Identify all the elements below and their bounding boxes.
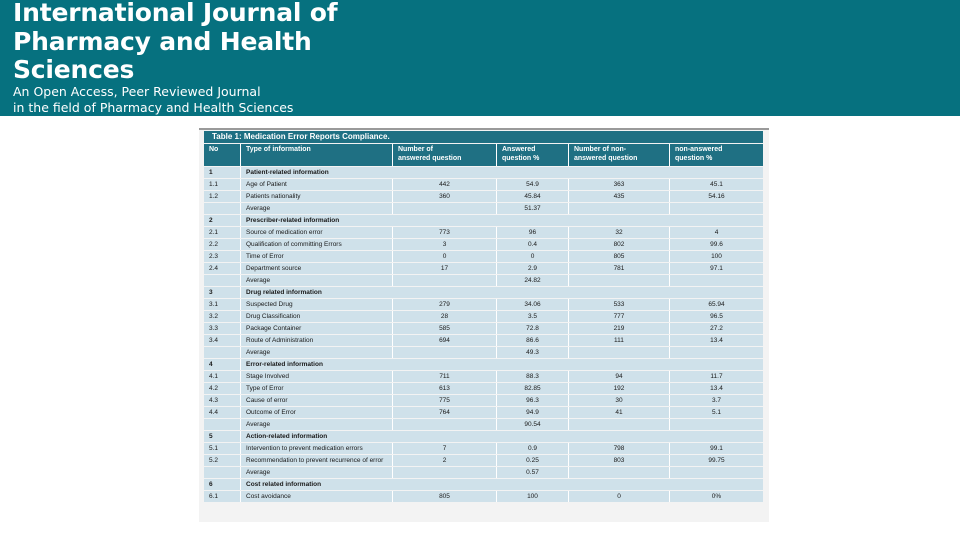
table-row: [204, 299, 763, 310]
table-cell-non-answered: [568, 419, 669, 430]
table-cell-type: Patient-related information: [240, 167, 392, 178]
table-cell-answered: 3: [392, 239, 496, 250]
table-cell-type: Cause of error: [240, 395, 392, 406]
table-cell-no: [204, 275, 240, 286]
table-cell-answered-pct: 45.84: [496, 191, 568, 202]
table-cell-non-answered: 781: [568, 263, 669, 274]
table-cell-no: 3.4: [204, 335, 240, 346]
table-row: [204, 227, 763, 238]
table-cell-answered-pct: 94.9: [496, 407, 568, 418]
table-cell-non-answered-pct: 5.1: [669, 407, 763, 418]
table-cell-no: 2.1: [204, 227, 240, 238]
table-body: [204, 167, 763, 502]
table-section-row: [204, 479, 763, 490]
table-cell-type: Package Container: [240, 323, 392, 334]
table-cell-non-answered-pct: 0%: [669, 491, 763, 502]
table-average-row: [204, 347, 763, 358]
table-cell-non-answered-pct: 97.1: [669, 263, 763, 274]
table-cell-answered-pct: 0.25: [496, 455, 568, 466]
journal-title-line: Pharmacy and Health: [13, 26, 312, 56]
table-cell-non-answered: [568, 275, 669, 286]
table-cell-no: 2.3: [204, 251, 240, 262]
table-section-row: [204, 215, 763, 226]
table-row: [204, 407, 763, 418]
table-cell-non-answered: 363: [568, 179, 669, 190]
compliance-table: [204, 143, 763, 503]
table-cell-type: Department source: [240, 263, 392, 274]
table-cell-non-answered-pct: [669, 215, 763, 226]
table-section-row: [204, 359, 763, 370]
table-cell-answered-pct: [496, 215, 568, 226]
table-cell-type: Drug related information: [240, 287, 392, 298]
table-cell-answered: 0: [392, 251, 496, 262]
table-cell-no: 3.3: [204, 323, 240, 334]
table-average-row: [204, 275, 763, 286]
table-cell-no: 6.1: [204, 491, 240, 502]
table-cell-no: 4: [204, 359, 240, 370]
table-section-row: [204, 287, 763, 298]
table-cell-answered: 360: [392, 191, 496, 202]
table-cell-type: Outcome of Error: [240, 407, 392, 418]
table-row: [204, 491, 763, 502]
table-cell-answered-pct: 90.54: [496, 419, 568, 430]
table-cell-non-answered-pct: 27.2: [669, 323, 763, 334]
table-cell-answered: 694: [392, 335, 496, 346]
table-cell-type: Stage Involved: [240, 371, 392, 382]
table-cell-non-answered: 805: [568, 251, 669, 262]
table-cell-non-answered-pct: 96.5: [669, 311, 763, 322]
table-cell-non-answered: 803: [568, 455, 669, 466]
table-cell-non-answered: [568, 167, 669, 178]
table-cell-non-answered-pct: 99.1: [669, 443, 763, 454]
table-cell-non-answered: 435: [568, 191, 669, 202]
column-header-non-answered: Number of non- answered question: [568, 144, 669, 166]
table-cell-answered: 7: [392, 443, 496, 454]
table-cell-non-answered-pct: [669, 467, 763, 478]
table-cell-non-answered-pct: 11.7: [669, 371, 763, 382]
table-cell-answered-pct: 86.6: [496, 335, 568, 346]
table-cell-non-answered: [568, 359, 669, 370]
table-cell-answered: [392, 215, 496, 226]
table-cell-type: Action-related information: [240, 431, 392, 442]
journal-banner: [0, 0, 960, 116]
table-cell-non-answered-pct: 13.4: [669, 383, 763, 394]
table-cell-answered-pct: [496, 359, 568, 370]
table-cell-non-answered-pct: 3.7: [669, 395, 763, 406]
table-row: [204, 383, 763, 394]
table-cell-non-answered: 192: [568, 383, 669, 394]
table-cell-no: 2: [204, 215, 240, 226]
table-cell-non-answered-pct: 4: [669, 227, 763, 238]
table-cell-no: 5: [204, 431, 240, 442]
table-cell-answered-pct: 100: [496, 491, 568, 502]
table-cell-answered-pct: 49.3: [496, 347, 568, 358]
table-cell-non-answered-pct: [669, 203, 763, 214]
table-cell-answered: [392, 479, 496, 490]
journal-title: [13, 0, 337, 85]
table-cell-answered-pct: 0.57: [496, 467, 568, 478]
table-cell-non-answered-pct: 65.94: [669, 299, 763, 310]
table-row: [204, 263, 763, 274]
table-cell-non-answered: [568, 431, 669, 442]
table-cell-non-answered-pct: [669, 287, 763, 298]
table-row: [204, 191, 763, 202]
table-cell-answered: 773: [392, 227, 496, 238]
table-cell-answered: 585: [392, 323, 496, 334]
table-cell-type: Average: [240, 419, 392, 430]
table-row: [204, 335, 763, 346]
table-cell-answered-pct: 96: [496, 227, 568, 238]
table-cell-no: 2.4: [204, 263, 240, 274]
table-cell-answered: 2: [392, 455, 496, 466]
table-cell-type: Source of medication error: [240, 227, 392, 238]
table-cell-type: Cost related information: [240, 479, 392, 490]
table-section-row: [204, 431, 763, 442]
table-cell-answered: [392, 275, 496, 286]
table-cell-no: [204, 347, 240, 358]
table-cell-no: 6: [204, 479, 240, 490]
table-cell-answered-pct: 54.9: [496, 179, 568, 190]
table-cell-answered: [392, 347, 496, 358]
table-cell-no: [204, 203, 240, 214]
table-cell-non-answered: [568, 467, 669, 478]
table-cell-non-answered-pct: 100: [669, 251, 763, 262]
table-cell-no: 2.2: [204, 239, 240, 250]
table-row: [204, 443, 763, 454]
table-cell-type: Average: [240, 467, 392, 478]
table-cell-non-answered-pct: 45.1: [669, 179, 763, 190]
table-cell-type: Cost avoidance: [240, 491, 392, 502]
table-cell-type: Qualification of committing Errors: [240, 239, 392, 250]
table-cell-answered: [392, 419, 496, 430]
tagline-line: in the field of Pharmacy and Health Sciences: [13, 99, 294, 115]
table-cell-non-answered-pct: [669, 479, 763, 490]
table-cell-no: 4.1: [204, 371, 240, 382]
table-cell-non-answered-pct: [669, 347, 763, 358]
table-cell-answered: [392, 431, 496, 442]
table-cell-non-answered-pct: [669, 419, 763, 430]
table-cell-non-answered: 94: [568, 371, 669, 382]
table-cell-answered-pct: 34.06: [496, 299, 568, 310]
table-cell-answered-pct: 0: [496, 251, 568, 262]
table-cell-no: 3: [204, 287, 240, 298]
table-cell-non-answered: [568, 287, 669, 298]
table-cell-type: Time of Error: [240, 251, 392, 262]
table-cell-answered: 613: [392, 383, 496, 394]
table-cell-answered: 279: [392, 299, 496, 310]
table-cell-answered-pct: 88.3: [496, 371, 568, 382]
table-cell-non-answered: 111: [568, 335, 669, 346]
table-cell-answered: [392, 287, 496, 298]
table-cell-non-answered: [568, 203, 669, 214]
table-cell-non-answered: 0: [568, 491, 669, 502]
table-cell-type: Suspected Drug: [240, 299, 392, 310]
table-cell-non-answered: [568, 347, 669, 358]
table-cell-non-answered-pct: 54.16: [669, 191, 763, 202]
column-header-answered: Number of answered question: [392, 144, 496, 166]
table-cell-non-answered: 802: [568, 239, 669, 250]
table-cell-answered-pct: 3.5: [496, 311, 568, 322]
column-header-non-answered-pct: non-answered question %: [669, 144, 763, 166]
table-cell-answered-pct: 96.3: [496, 395, 568, 406]
table-cell-type: Recommendation to prevent recurrence of error: [240, 455, 392, 466]
table-cell-no: 4.2: [204, 383, 240, 394]
table-row: [204, 323, 763, 334]
table-row: [204, 371, 763, 382]
table-average-row: [204, 467, 763, 478]
table-cell-non-answered-pct: [669, 431, 763, 442]
table-cell-answered: 711: [392, 371, 496, 382]
table-caption: Table 1: Medication Error Reports Compliance.: [204, 131, 763, 143]
table-cell-non-answered-pct: [669, 167, 763, 178]
table-cell-type: Type of Error: [240, 383, 392, 394]
table-cell-no: 4.3: [204, 395, 240, 406]
table-cell-answered-pct: 72.8: [496, 323, 568, 334]
table-row: [204, 455, 763, 466]
column-header-type: Type of information: [240, 144, 392, 166]
table-cell-answered-pct: [496, 431, 568, 442]
table-cell-answered: [392, 467, 496, 478]
table-cell-non-answered: [568, 215, 669, 226]
table-cell-non-answered-pct: [669, 275, 763, 286]
table-cell-answered: 764: [392, 407, 496, 418]
table-cell-non-answered: 533: [568, 299, 669, 310]
table-cell-answered-pct: 0.4: [496, 239, 568, 250]
table-cell-non-answered: 798: [568, 443, 669, 454]
table-cell-answered: 805: [392, 491, 496, 502]
table-cell-type: Average: [240, 275, 392, 286]
table-cell-no: [204, 419, 240, 430]
table-cell-type: Age of Patient: [240, 179, 392, 190]
table-cell-answered: 442: [392, 179, 496, 190]
table-average-row: [204, 203, 763, 214]
table-row: [204, 251, 763, 262]
table-cell-answered: 28: [392, 311, 496, 322]
table-cell-no: 5.1: [204, 443, 240, 454]
table-cell-answered-pct: 82.85: [496, 383, 568, 394]
table-cell-no: 1.1: [204, 179, 240, 190]
table-row: [204, 239, 763, 250]
table-cell-non-answered: 219: [568, 323, 669, 334]
table-row: [204, 311, 763, 322]
table-cell-no: 1: [204, 167, 240, 178]
table-cell-answered: [392, 359, 496, 370]
table-cell-answered-pct: 24.82: [496, 275, 568, 286]
table-cell-answered-pct: [496, 287, 568, 298]
table-cell-no: 3.2: [204, 311, 240, 322]
table-cell-answered-pct: [496, 167, 568, 178]
table-cell-answered-pct: 2.9: [496, 263, 568, 274]
table-cell-non-answered: 777: [568, 311, 669, 322]
table-cell-type: Average: [240, 347, 392, 358]
table-cell-no: 3.1: [204, 299, 240, 310]
tagline-line: An Open Access, Peer Reviewed Journal: [13, 84, 261, 99]
table-average-row: [204, 419, 763, 430]
table-cell-answered: 775: [392, 395, 496, 406]
table-row: [204, 395, 763, 406]
journal-title-line: International Journal of: [13, 0, 338, 27]
column-header-answered-pct: Answered question %: [496, 144, 568, 166]
table-cell-type: Patients nationality: [240, 191, 392, 202]
column-header-no: No: [204, 144, 240, 166]
table-cell-answered: [392, 167, 496, 178]
table-cell-type: Average: [240, 203, 392, 214]
table-cell-non-answered: 41: [568, 407, 669, 418]
journal-tagline: [13, 84, 293, 115]
table-cell-type: Route of Administration: [240, 335, 392, 346]
table-cell-non-answered-pct: 13.4: [669, 335, 763, 346]
table-cell-answered: [392, 203, 496, 214]
table-cell-answered-pct: 51.37: [496, 203, 568, 214]
table-cell-answered-pct: 0.9: [496, 443, 568, 454]
table-cell-type: Intervention to prevent medication errors: [240, 443, 392, 454]
table-cell-no: 4.4: [204, 407, 240, 418]
table-cell-type: Prescriber-related information: [240, 215, 392, 226]
table-cell-answered: 17: [392, 263, 496, 274]
table-cell-non-answered: [568, 479, 669, 490]
journal-title-line: Sciences: [13, 55, 135, 84]
compliance-table-figure: [204, 131, 763, 503]
table-header-row: [204, 144, 763, 166]
table-cell-non-answered: 30: [568, 395, 669, 406]
table-row: [204, 179, 763, 190]
table-cell-no: 5.2: [204, 455, 240, 466]
table-cell-answered-pct: [496, 479, 568, 490]
table-cell-type: Error-related information: [240, 359, 392, 370]
table-cell-non-answered-pct: [669, 359, 763, 370]
table-cell-type: Drug Classification: [240, 311, 392, 322]
table-cell-non-answered-pct: 99.75: [669, 455, 763, 466]
table-cell-no: [204, 467, 240, 478]
table-cell-no: 1.2: [204, 191, 240, 202]
table-cell-non-answered: 32: [568, 227, 669, 238]
table-cell-non-answered-pct: 99.6: [669, 239, 763, 250]
table-section-row: [204, 167, 763, 178]
